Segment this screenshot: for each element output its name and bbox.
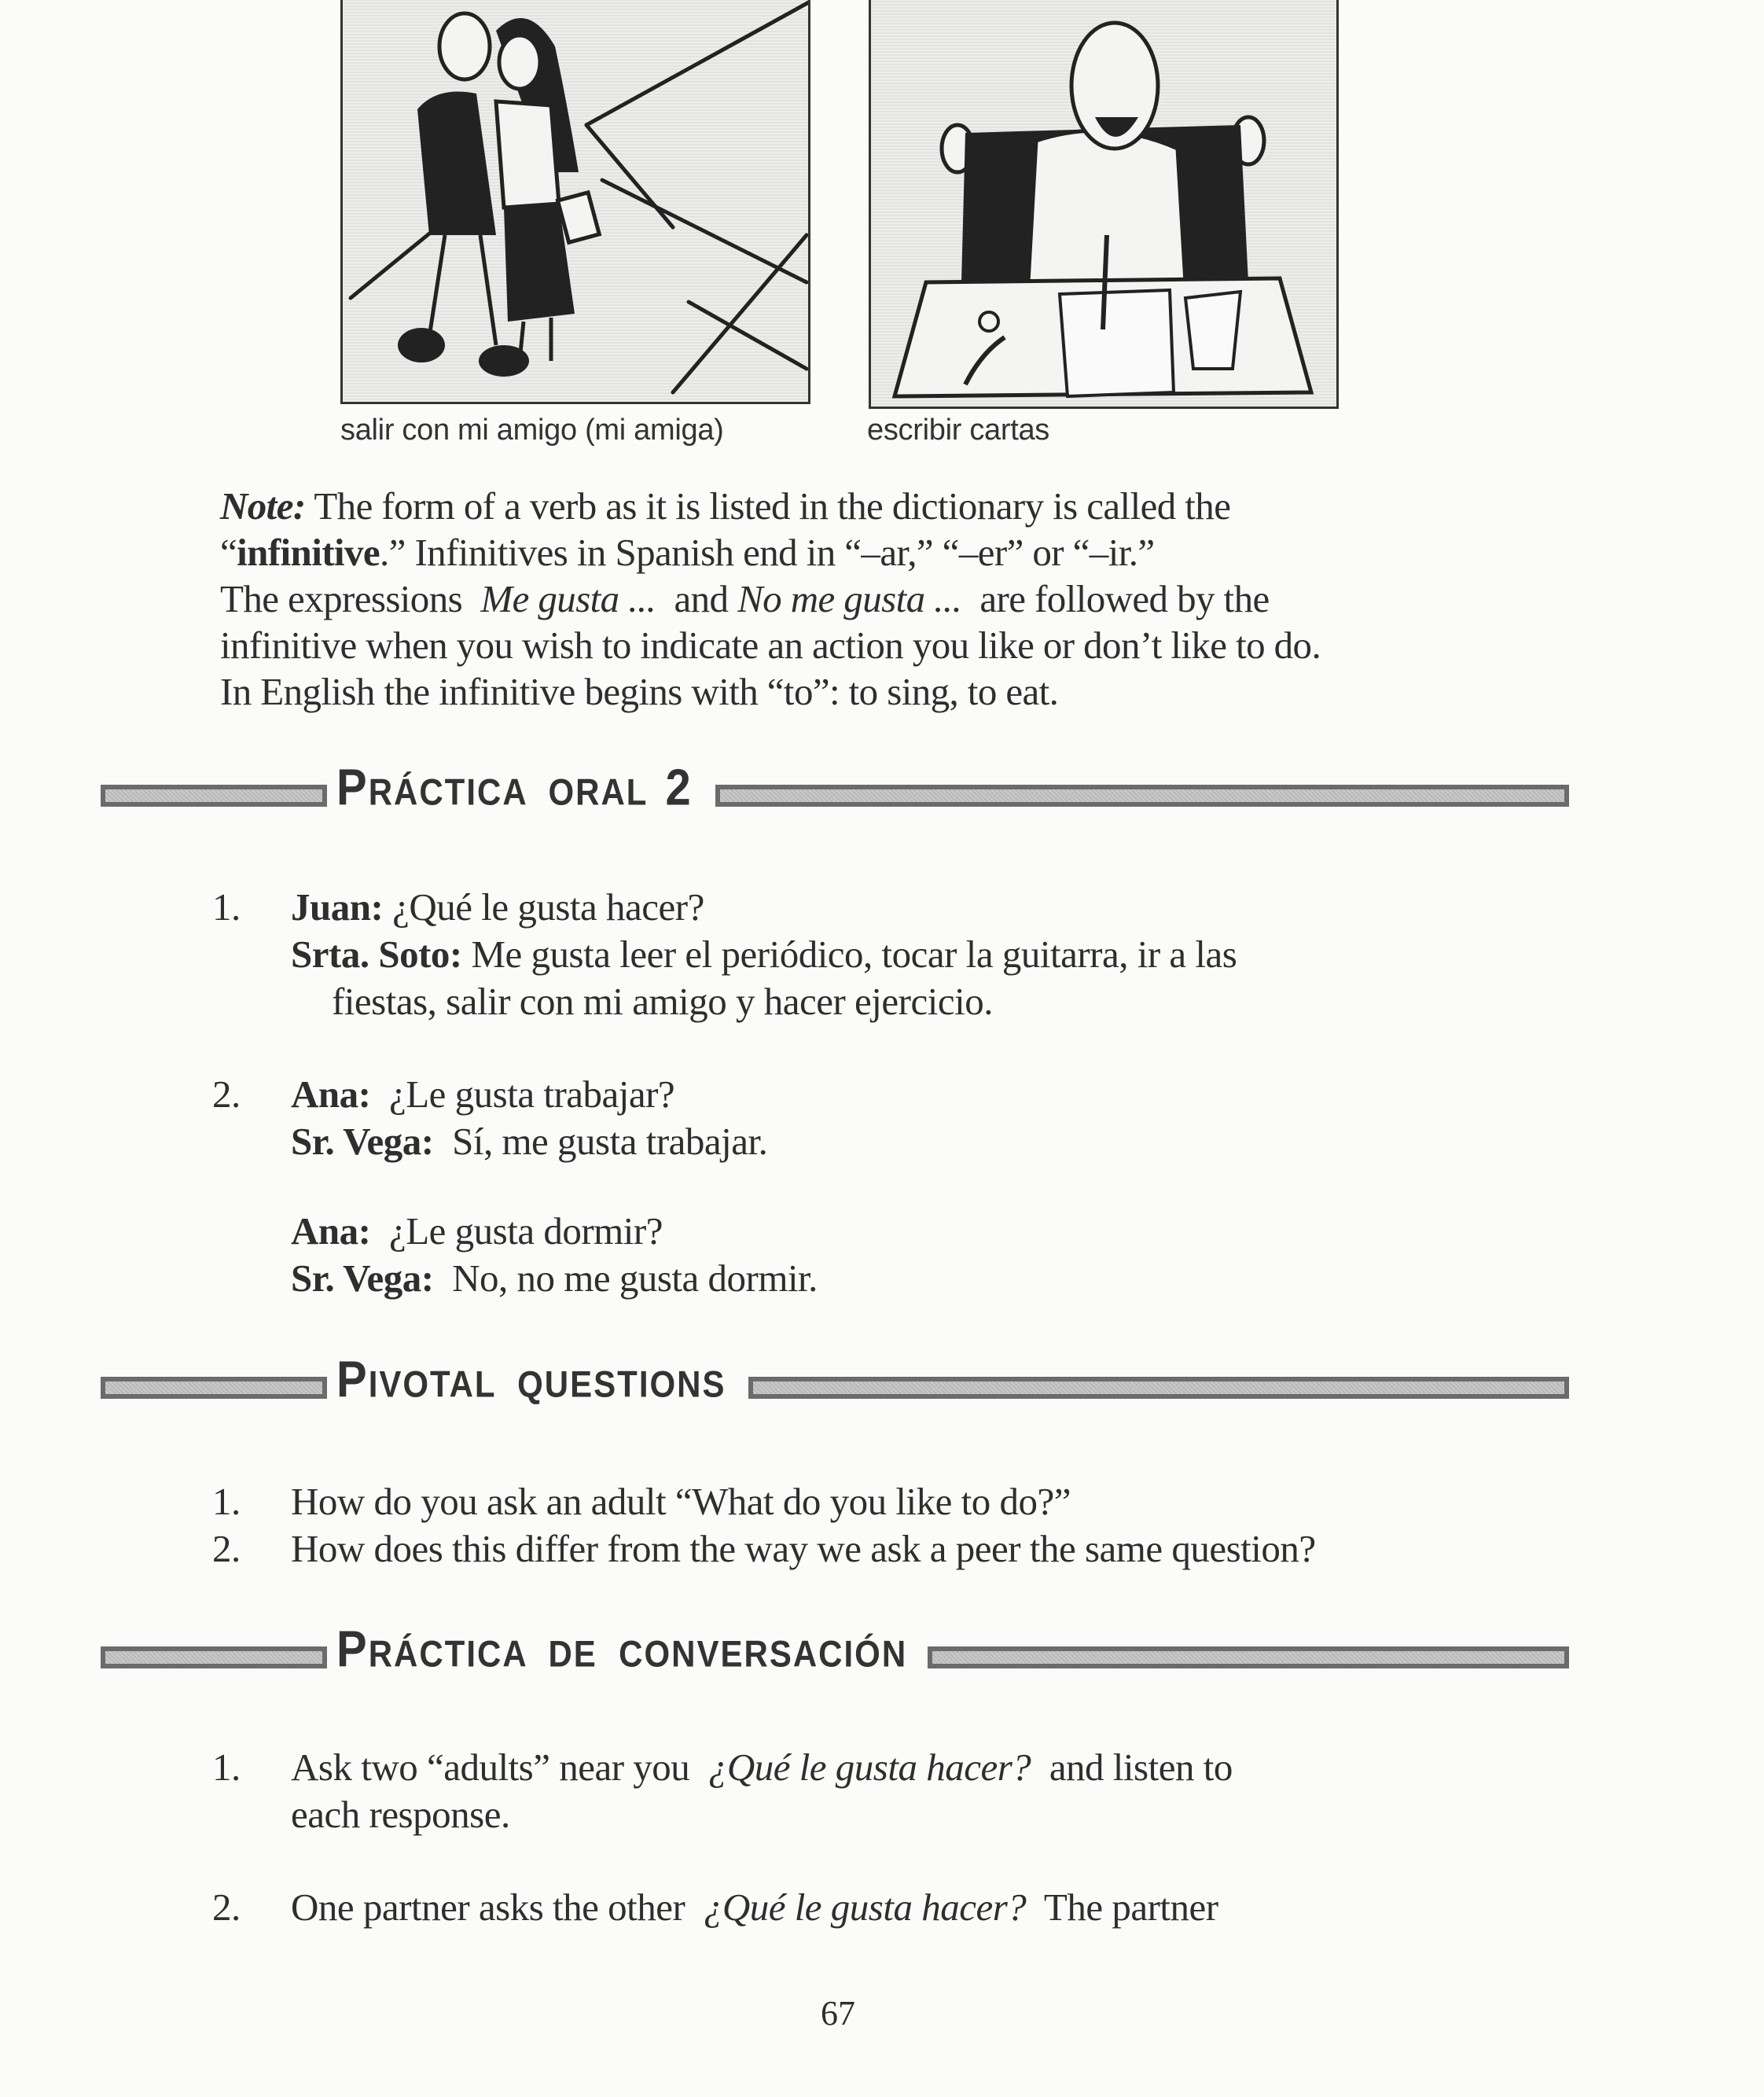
section-title: [336, 1620, 907, 1679]
figure-caption-salir: salir con mi amigo (mi amiga): [340, 414, 724, 447]
section-title: [336, 1350, 726, 1409]
speaker: Ana:: [291, 1209, 371, 1253]
utterance: ¿Qué le gusta hacer?: [383, 885, 704, 929]
infinitive-term: infinitive: [237, 531, 380, 574]
activity-line: [291, 1884, 1588, 1931]
pivotal-questions-list: [212, 1478, 1588, 1573]
header-bar-right: [748, 1377, 1569, 1399]
section-header-pivotal-questions: [101, 1351, 1569, 1408]
note-line: [220, 529, 1572, 576]
utterance: Me gusta leer el periódico, tocar la guitarra, ir a las: [461, 933, 1237, 976]
title-rest: RÁCTICA ORAL: [368, 771, 649, 813]
note-line: [220, 576, 1572, 622]
activity-text: One partner asks the other: [291, 1885, 704, 1929]
dialogue-line: [291, 1071, 1588, 1118]
note-line: [220, 483, 1572, 529]
question-text: How does this differ from the way we ask a peer the same question?: [291, 1527, 1316, 1570]
item-number: 2.: [212, 1885, 241, 1929]
dialogue-line: [291, 884, 1588, 931]
practica-oral-list: [212, 884, 1588, 1302]
activity-line: [291, 1744, 1588, 1791]
section-header-practica-oral: [101, 759, 1569, 816]
title-initial: P: [336, 759, 369, 816]
note-line: infinitive when you wish to indicate an action you like or don’t like to do.: [220, 624, 1321, 667]
activity-item: [212, 1744, 1588, 1838]
title-rest: IVOTAL QUESTIONS: [368, 1363, 726, 1405]
item-number: 1.: [212, 1480, 241, 1523]
item-number: 2.: [212, 1072, 241, 1116]
couple-walking-illustration: [340, 0, 810, 404]
note-phrase: Me gusta ...: [480, 577, 656, 620]
note-text: The expressions: [220, 577, 481, 620]
header-bar-right: [928, 1646, 1569, 1668]
activity-line: each response.: [291, 1793, 510, 1836]
note-line: In English the infinitive begins with “to”: to sing, to eat.: [220, 670, 1059, 713]
title-initial: P: [336, 1351, 369, 1408]
activity-text: The partner: [1026, 1885, 1218, 1929]
dialogue-line: [291, 931, 1588, 978]
header-bar-left: [101, 785, 327, 807]
speaker: Sr. Vega:: [291, 1120, 434, 1163]
title-initial: P: [336, 1621, 369, 1678]
note-label: Note:: [220, 484, 306, 528]
activity-item: [212, 1884, 1588, 1931]
speaker: Sr. Vega:: [291, 1256, 434, 1300]
speaker: Srta. Soto:: [291, 933, 462, 976]
activity-text: and listen to: [1031, 1746, 1233, 1789]
item-number: 1.: [212, 885, 241, 929]
practica-conversacion-list: [212, 1744, 1588, 1931]
question-item: [212, 1525, 1588, 1573]
question-text: How do you ask an adult “What do you like to do?”: [291, 1480, 1071, 1523]
speaker: Juan:: [291, 885, 384, 929]
man-writing-drawing: [871, 0, 1336, 407]
utterance: Sí, me gusta trabajar.: [433, 1120, 768, 1163]
dialogue-line: [291, 1118, 1588, 1165]
activity-text: Ask two “adults” near you: [291, 1746, 708, 1789]
utterance: No, no me gusta dormir.: [433, 1256, 818, 1300]
item-number: 2.: [212, 1527, 241, 1570]
item-number: 1.: [212, 1746, 241, 1789]
note-text: and: [656, 577, 738, 620]
header-bar-left: [101, 1377, 327, 1399]
figure-caption-escribir: escribir cartas: [867, 414, 1049, 447]
speaker: Ana:: [291, 1072, 371, 1116]
spanish-phrase: ¿Qué le gusta hacer?: [703, 1885, 1027, 1929]
section-header-practica-conversacion: [101, 1621, 1569, 1678]
spanish-phrase: ¿Qué le gusta hacer?: [707, 1746, 1031, 1789]
note-phrase: No me gusta ...: [737, 577, 962, 620]
note-text: .” Infinitives in Spanish end in “–ar,” “–er” or “–ir.”: [380, 531, 1155, 574]
header-bar-right: [715, 785, 1569, 807]
utterance: ¿Le gusta dormir?: [370, 1209, 663, 1253]
couple-walking-drawing: [343, 0, 808, 402]
title-rest: RÁCTICA DE CONVERSACIÓN: [368, 1632, 908, 1675]
question-item: [212, 1478, 1588, 1525]
dialogue-line: fiestas, salir con mi amigo y hacer ejercicio.: [332, 980, 993, 1023]
note-text: The form of a verb as it is listed in the dictionary is called the: [305, 484, 1231, 528]
header-bar-left: [101, 1646, 327, 1668]
dialogue-line: [291, 1255, 1588, 1302]
page-number: 67: [821, 1994, 855, 2033]
section-title: [336, 758, 693, 817]
note-text: “: [220, 531, 237, 574]
utterance: ¿Le gusta trabajar?: [370, 1072, 675, 1116]
dialogue-line: [291, 1208, 1588, 1255]
note-paragraph: [220, 483, 1572, 715]
dialogue-item: [212, 1071, 1588, 1302]
note-text: are followed by the: [961, 577, 1270, 620]
man-writing-illustration: [869, 0, 1339, 409]
section-number: 2: [665, 759, 693, 816]
dialogue-item: [212, 884, 1588, 1025]
